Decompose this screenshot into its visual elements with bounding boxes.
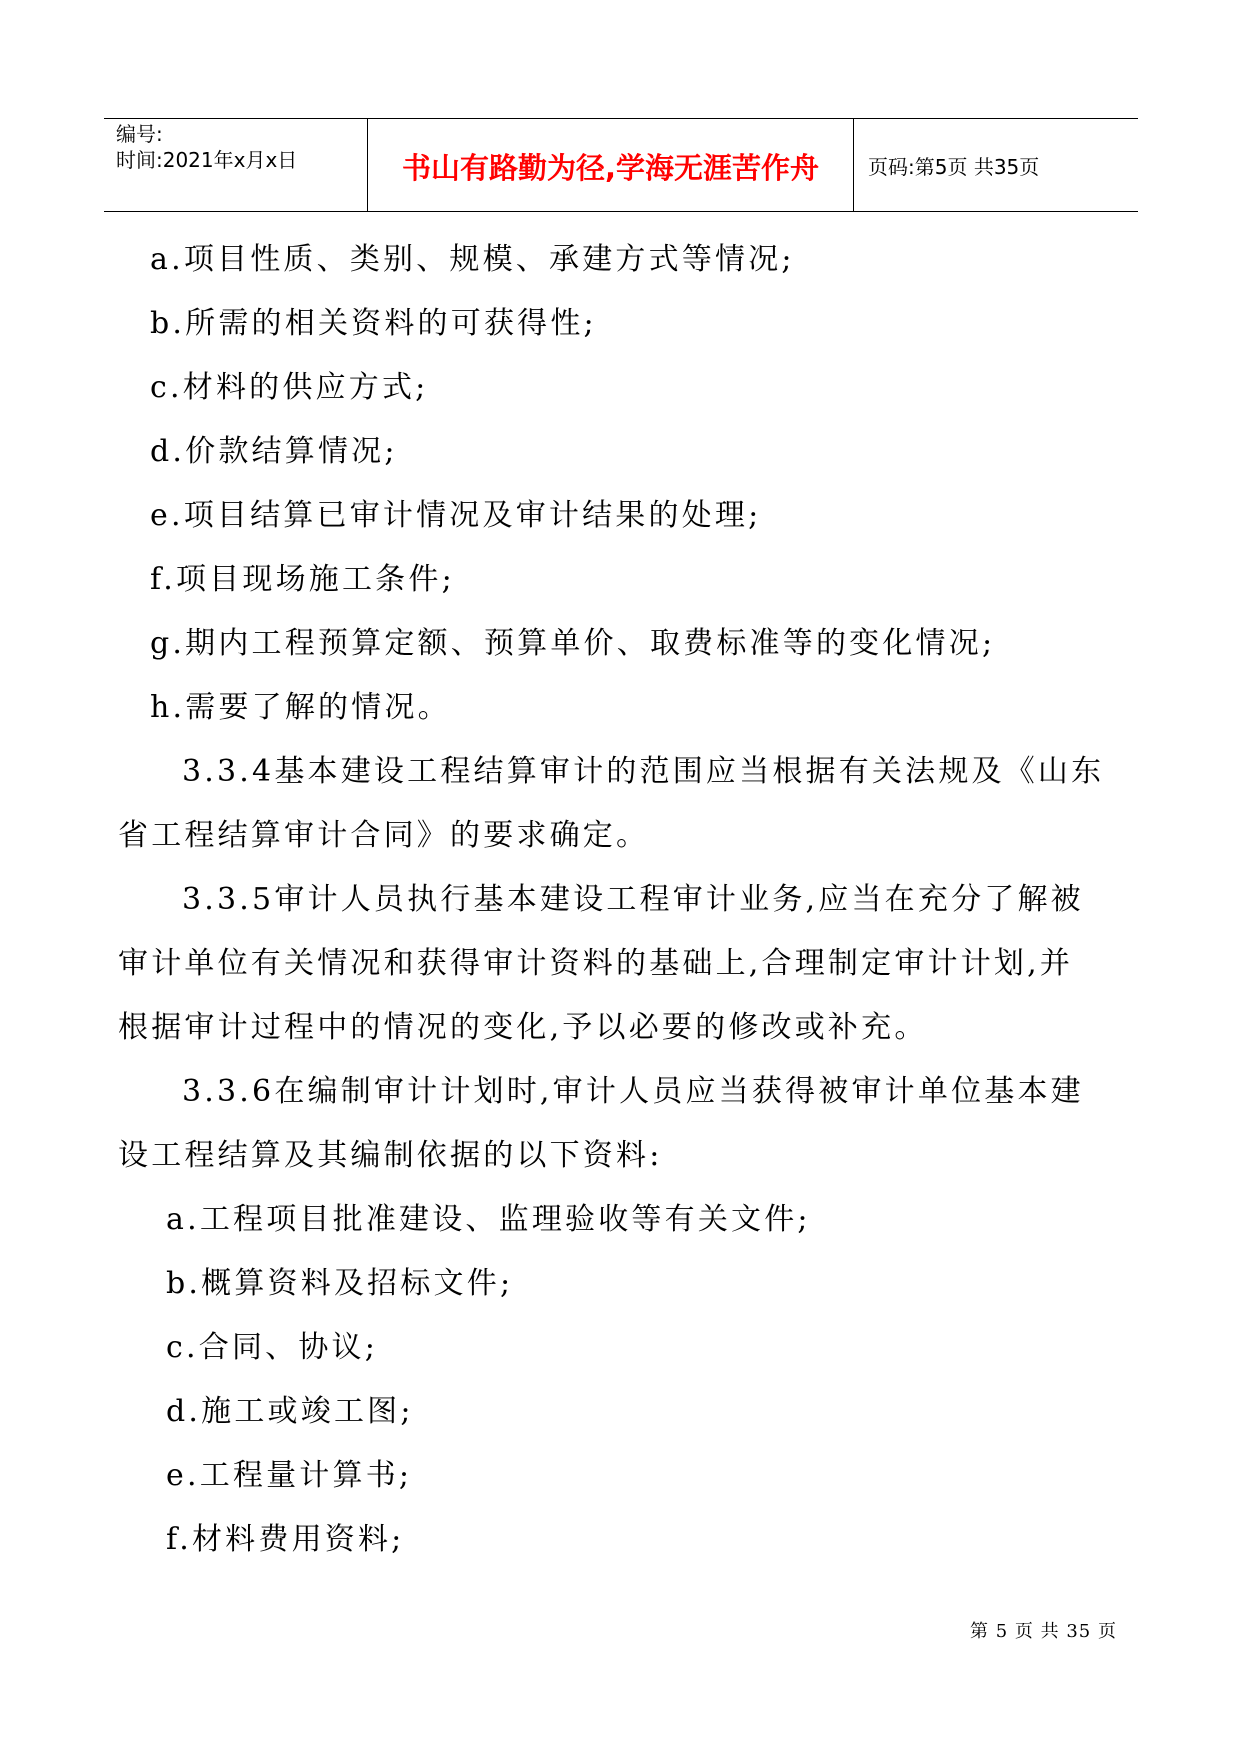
paragraph-line: 省工程结算审计合同》的要求确定。 [118, 818, 650, 853]
list-item: c.合同、协议; [166, 1330, 379, 1365]
page-footer-number: 第 5 页 共 35 页 [970, 1621, 1117, 1642]
paragraph-line: 3.3.5审计人员执行基本建设工程审计业务,应当在充分了解被 [182, 882, 1084, 917]
header-motto-cell [368, 119, 854, 211]
header-motto: 书山有路勤为径,学海无涯苦作舟 [401, 150, 820, 185]
header-meta-cell [104, 119, 368, 211]
list-item: f.材料费用资料; [166, 1522, 405, 1557]
page-header [104, 118, 1138, 212]
list-item: e.项目结算已审计情况及审计结果的处理; [150, 498, 762, 533]
paragraph-line: 根据审计过程中的情况的变化,予以必要的修改或补充。 [118, 1010, 928, 1045]
list-item: d.价款结算情况; [150, 434, 398, 469]
document-number-label: 编号: [116, 122, 163, 146]
list-item: g.期内工程预算定额、预算单价、取费标准等的变化情况; [150, 626, 996, 661]
list-item: b.概算资料及招标文件; [166, 1266, 514, 1301]
list-item: a.项目性质、类别、规模、承建方式等情况; [150, 242, 795, 277]
list-item: e.工程量计算书; [166, 1458, 413, 1493]
list-item: f.项目现场施工条件; [150, 562, 455, 597]
list-item: h.需要了解的情况。 [150, 690, 451, 725]
paragraph-line: 3.3.6在编制审计计划时,审计人员应当获得被审计单位基本建 [182, 1074, 1084, 1109]
list-item: b.所需的相关资料的可获得性; [150, 306, 597, 341]
header-page-label: 页码:第5页 共35页 [868, 154, 1040, 179]
header-page-cell [854, 119, 1138, 211]
paragraph-line: 设工程结算及其编制依据的以下资料: [118, 1138, 663, 1173]
list-item: a.工程项目批准建设、监理验收等有关文件; [166, 1202, 811, 1237]
paragraph-line: 3.3.4基本建设工程结算审计的范围应当根据有关法规及《山东 [182, 754, 1105, 789]
list-item: d.施工或竣工图; [166, 1394, 414, 1429]
document-time-label: 时间:2021年x月x日 [116, 148, 298, 172]
list-item: c.材料的供应方式; [150, 370, 429, 405]
paragraph-line: 审计单位有关情况和获得审计资料的基础上,合理制定审计计划,并 [118, 946, 1074, 981]
